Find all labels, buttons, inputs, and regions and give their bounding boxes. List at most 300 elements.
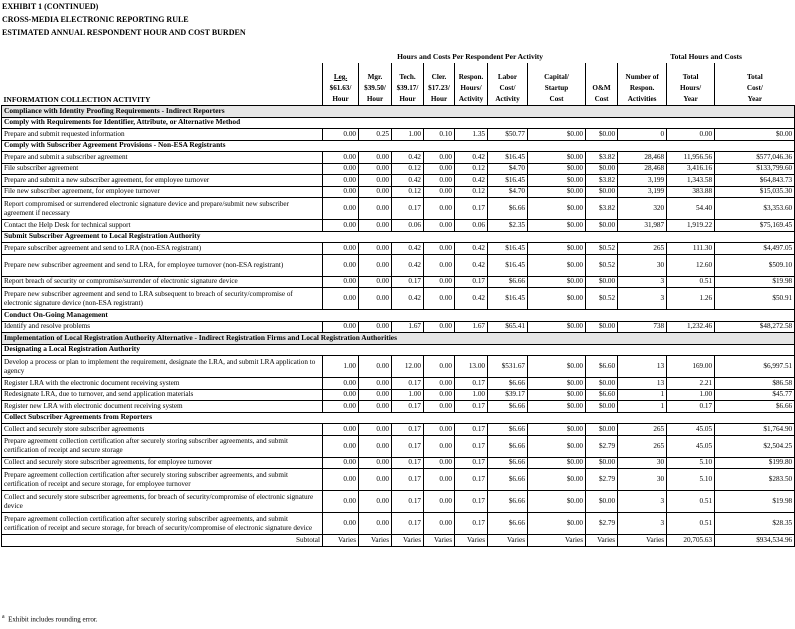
footnote-marker: a — [2, 614, 5, 620]
value-cell: $0.00 — [586, 457, 618, 469]
value-cell: $2,504.25 — [715, 435, 795, 457]
value-cell: 0.42 — [392, 152, 424, 164]
value-cell: $0.00 — [528, 220, 586, 232]
activity-cell: Prepare and submit a new subscriber agreement, for employee turnover — [2, 175, 323, 187]
value-cell: 0.00 — [424, 243, 455, 255]
value-cell: 0.00 — [359, 491, 392, 513]
activity-cell: Prepare agreement collection certification after securely storing subscriber agreements, and submit certification of receipt and secure storage, for breach of security/compromise of electronic signature device — [2, 513, 323, 535]
value-cell: 0.00 — [359, 254, 392, 276]
value-cell: 0.51 — [667, 513, 715, 535]
value-cell: 0.00 — [424, 198, 455, 220]
activity-cell: Collect and securely store subscriber agreements, for breach of security/compromise of electronic signature device — [2, 491, 323, 513]
burden-table — [1, 51, 795, 547]
subsection-title: Collect Subscriber Agreements from Reporters — [2, 412, 795, 424]
value-cell: 0.00 — [359, 186, 392, 198]
value-cell: 0.00 — [424, 152, 455, 164]
value-cell: $16.45 — [488, 175, 528, 187]
value-cell: 0 — [618, 129, 667, 141]
col-activity: INFORMATION COLLECTION ACTIVITY — [3, 95, 151, 104]
value-cell: $0.00 — [528, 198, 586, 220]
value-cell: 0.12 — [455, 163, 488, 175]
value-cell: 265 — [618, 435, 667, 457]
activity-cell: Register new LRA with electronic document receiving system — [2, 401, 323, 413]
value-cell: 1 — [618, 389, 667, 401]
value-cell: 0.42 — [392, 288, 424, 310]
value-cell: 0.00 — [359, 513, 392, 535]
table-row — [2, 435, 795, 457]
value-cell: 31,987 — [618, 220, 667, 232]
value-cell: $199.80 — [715, 457, 795, 469]
value-cell: $16.45 — [488, 243, 528, 255]
subsection-title: Comply with Subscriber Agreement Provisions - Non-ESA Registrants — [2, 140, 795, 152]
value-cell: 0.17 — [455, 457, 488, 469]
value-cell: 0.17 — [455, 401, 488, 413]
value-cell: 0.00 — [323, 220, 359, 232]
value-cell: $3.82 — [586, 198, 618, 220]
value-cell: $0.00 — [586, 321, 618, 333]
value-cell: 1.00 — [392, 129, 424, 141]
value-cell: 1.00 — [455, 389, 488, 401]
subtotal-cell: 20,705.63 — [667, 535, 715, 547]
value-cell: $0.52 — [586, 288, 618, 310]
value-cell: 0.00 — [323, 175, 359, 187]
value-cell: $6.66 — [488, 469, 528, 491]
table-row — [2, 321, 795, 333]
footnote — [2, 614, 98, 623]
value-cell: 0.42 — [455, 152, 488, 164]
value-cell: $6.66 — [715, 401, 795, 413]
value-cell: 0.42 — [455, 175, 488, 187]
value-cell: $0.00 — [586, 220, 618, 232]
value-cell: $4.70 — [488, 186, 528, 198]
activity-cell: Identify and resolve problems — [2, 321, 323, 333]
value-cell: 0.00 — [424, 254, 455, 276]
activity-cell: File subscriber agreement — [2, 163, 323, 175]
value-cell: 0.00 — [424, 378, 455, 390]
value-cell: $65.41 — [488, 321, 528, 333]
value-cell: $0.00 — [528, 389, 586, 401]
subtotal-cell: Varies — [392, 535, 424, 547]
table-row — [2, 198, 795, 220]
value-cell: 0.00 — [359, 220, 392, 232]
value-cell: 30 — [618, 469, 667, 491]
value-cell: 12.60 — [667, 254, 715, 276]
value-cell: 0.00 — [667, 129, 715, 141]
value-cell: 0.17 — [455, 435, 488, 457]
activity-cell: Register LRA with the electronic document receiving system — [2, 378, 323, 390]
value-cell: 0.25 — [359, 129, 392, 141]
footnote-text: Exhibit includes rounding error. — [8, 615, 98, 624]
value-cell: $0.00 — [586, 378, 618, 390]
col-responses: Number of Respon. Activities — [618, 63, 667, 106]
activity-cell: Prepare and submit a subscriber agreement — [2, 152, 323, 164]
table-row — [2, 186, 795, 198]
value-cell: 0.17 — [392, 491, 424, 513]
value-cell: $0.00 — [528, 276, 586, 288]
column-header-row — [2, 63, 795, 106]
table-row — [2, 378, 795, 390]
subsection-title: Submit Subscriber Agreement to Local Registration Authority — [2, 231, 795, 243]
activity-cell: Redesignate LRA, due to turnover, and send application materials — [2, 389, 323, 401]
value-cell: 1 — [618, 401, 667, 413]
rule-title: CROSS-MEDIA ELECTRONIC REPORTING RULE — [2, 15, 189, 24]
subtotal-cell: Varies — [323, 535, 359, 547]
value-cell: 0.00 — [359, 198, 392, 220]
value-cell: 0.17 — [392, 457, 424, 469]
value-cell: 13 — [618, 356, 667, 378]
subsection-title: Designating a Local Registration Authority — [2, 344, 795, 356]
value-cell: 0.17 — [392, 469, 424, 491]
subsection-header — [2, 310, 795, 322]
value-cell: $6.66 — [488, 457, 528, 469]
value-cell: 320 — [618, 198, 667, 220]
subtotal-cell: Varies — [424, 535, 455, 547]
value-cell: 0.00 — [424, 457, 455, 469]
table-row — [2, 457, 795, 469]
value-cell: 3 — [618, 491, 667, 513]
value-cell: $45.77 — [715, 389, 795, 401]
value-cell: 0.00 — [323, 198, 359, 220]
value-cell: 0.17 — [455, 198, 488, 220]
value-cell: 0.00 — [359, 435, 392, 457]
value-cell: 30 — [618, 457, 667, 469]
value-cell: 0.00 — [424, 163, 455, 175]
value-cell: 0.42 — [392, 175, 424, 187]
value-cell: $6.66 — [488, 198, 528, 220]
value-cell: 0.17 — [455, 513, 488, 535]
col-om: O&M Cost — [586, 63, 618, 106]
value-cell: 0.12 — [455, 186, 488, 198]
subtotal-cell: Varies — [455, 535, 488, 547]
value-cell: 0.17 — [392, 401, 424, 413]
value-cell: 45.05 — [667, 435, 715, 457]
value-cell: $15,035.30 — [715, 186, 795, 198]
subsection-header — [2, 231, 795, 243]
value-cell: 0.00 — [424, 186, 455, 198]
value-cell: 0.42 — [392, 254, 424, 276]
activity-cell: Collect and securely store subscriber agreements — [2, 424, 323, 436]
value-cell: $6.60 — [586, 356, 618, 378]
value-cell: $0.00 — [528, 129, 586, 141]
value-cell: $4.70 — [488, 163, 528, 175]
col-cler: Cler. $17.23/ Hour — [424, 63, 455, 106]
value-cell: $6.66 — [488, 513, 528, 535]
value-cell: $19.98 — [715, 491, 795, 513]
value-cell: $0.00 — [528, 254, 586, 276]
value-cell: 0.42 — [392, 243, 424, 255]
value-cell: 0.00 — [359, 356, 392, 378]
value-cell: 1.00 — [392, 389, 424, 401]
value-cell: $577,046.36 — [715, 152, 795, 164]
value-cell: 5.10 — [667, 457, 715, 469]
value-cell: 0.00 — [323, 254, 359, 276]
subtotal-cell: Varies — [488, 535, 528, 547]
value-cell: $0.00 — [528, 491, 586, 513]
activity-cell: Prepare new subscriber agreement and send to LRA subsequent to breach of security/compromise of electronic signature device (non-ESA registrant) — [2, 288, 323, 310]
subtotal-row — [2, 535, 795, 547]
value-cell: $3,353.60 — [715, 198, 795, 220]
value-cell: $64,843.73 — [715, 175, 795, 187]
value-cell: 0.00 — [323, 288, 359, 310]
value-cell: $50.77 — [488, 129, 528, 141]
value-cell: 0.00 — [359, 288, 392, 310]
value-cell: 11,956.56 — [667, 152, 715, 164]
value-cell: 383.88 — [667, 186, 715, 198]
value-cell: 3 — [618, 513, 667, 535]
subtotal-label: Subtotal — [2, 535, 323, 547]
value-cell: $0.00 — [528, 513, 586, 535]
value-cell: $2.79 — [586, 435, 618, 457]
value-cell: 0.00 — [323, 469, 359, 491]
value-cell: $6.66 — [488, 378, 528, 390]
subsection-header — [2, 117, 795, 129]
value-cell: 0.12 — [392, 186, 424, 198]
col-labor: Labor Cost/ Activity — [488, 63, 528, 106]
subtotal-cell: Varies — [618, 535, 667, 547]
value-cell: 30 — [618, 254, 667, 276]
value-cell: $0.00 — [528, 321, 586, 333]
table-row — [2, 276, 795, 288]
value-cell: 0.17 — [455, 469, 488, 491]
value-cell: 0.00 — [359, 469, 392, 491]
table-row — [2, 163, 795, 175]
value-cell: 1.00 — [323, 356, 359, 378]
value-cell: 0.00 — [359, 401, 392, 413]
value-cell: 1.00 — [667, 389, 715, 401]
col-hours: Respon. Hours/ Activity — [455, 63, 488, 106]
activity-cell: Collect and securely store subscriber agreements, for employee turnover — [2, 457, 323, 469]
value-cell: $0.00 — [528, 186, 586, 198]
section-header — [2, 106, 795, 118]
value-cell: 0.00 — [359, 175, 392, 187]
value-cell: 0.51 — [667, 491, 715, 513]
subsection-title: Comply with Requirements for Identifier, Attribute, or Alternative Method — [2, 117, 795, 129]
value-cell: $0.00 — [586, 424, 618, 436]
value-cell: $16.45 — [488, 254, 528, 276]
activity-cell: Prepare agreement collection certification after securely storing subscriber agreements, and submit certification of receipt and secure storage, for employee turnover — [2, 469, 323, 491]
value-cell: $133,799.60 — [715, 163, 795, 175]
value-cell: 0.17 — [455, 276, 488, 288]
value-cell: 3 — [618, 288, 667, 310]
value-cell: 45.05 — [667, 424, 715, 436]
value-cell: $6.66 — [488, 401, 528, 413]
col-tech: Tech. $39.17/ Hour — [392, 63, 424, 106]
value-cell: $75,169.45 — [715, 220, 795, 232]
subsection-title: Conduct On-Going Management — [2, 310, 795, 322]
value-cell: 0.00 — [424, 389, 455, 401]
value-cell: 0.00 — [424, 469, 455, 491]
value-cell: $0.00 — [528, 356, 586, 378]
value-cell: $6.66 — [488, 276, 528, 288]
value-cell: 3 — [618, 276, 667, 288]
value-cell: 0.00 — [323, 321, 359, 333]
value-cell: 28,468 — [618, 152, 667, 164]
value-cell: $2.35 — [488, 220, 528, 232]
col-capital: Capital/ Startup Cost — [528, 63, 586, 106]
value-cell: $0.00 — [586, 186, 618, 198]
value-cell: $0.52 — [586, 254, 618, 276]
subtotal-cell: Varies — [359, 535, 392, 547]
activity-cell: Prepare agreement collection certification after securely storing subscriber agreements, and submit certification of receipt and secure storage — [2, 435, 323, 457]
value-cell: $0.00 — [528, 469, 586, 491]
value-cell: 0.00 — [323, 457, 359, 469]
group-header-row — [2, 51, 795, 63]
value-cell: 0.00 — [424, 288, 455, 310]
exhibit-title: EXHIBIT 1 (CONTINUED) — [2, 2, 99, 11]
value-cell: 0.00 — [359, 243, 392, 255]
value-cell: $0.00 — [586, 129, 618, 141]
activity-cell: Report compromised or surrendered electronic signature device and prepare/submit new subscriber agreement if necessary — [2, 198, 323, 220]
value-cell: 0.00 — [424, 424, 455, 436]
value-cell: $0.00 — [528, 163, 586, 175]
value-cell: 3,416.16 — [667, 163, 715, 175]
group-per-respondent: Hours and Costs Per Respondent Per Activity — [397, 51, 544, 61]
table-row — [2, 356, 795, 378]
value-cell: 0.17 — [392, 378, 424, 390]
value-cell: 0.06 — [455, 220, 488, 232]
value-cell: $0.00 — [528, 175, 586, 187]
value-cell: 0.42 — [455, 243, 488, 255]
value-cell: 0.00 — [323, 491, 359, 513]
value-cell: 0.00 — [359, 321, 392, 333]
value-cell: $19.98 — [715, 276, 795, 288]
value-cell: $6.60 — [586, 389, 618, 401]
table-row — [2, 389, 795, 401]
value-cell: $86.58 — [715, 378, 795, 390]
subtotal-cell: Varies — [586, 535, 618, 547]
value-cell: 1,343.58 — [667, 175, 715, 187]
table-row — [2, 254, 795, 276]
col-leg: Leg. $61.63/ Hour — [323, 63, 359, 106]
col-total-cost: Total Cost/ Year — [715, 63, 795, 106]
value-cell: $16.45 — [488, 152, 528, 164]
section-header — [2, 333, 795, 345]
section-title: Compliance with Identity Proofing Requirements - Indirect Reporters — [2, 106, 795, 118]
value-cell: $6,997.51 — [715, 356, 795, 378]
activity-cell: Develop a process or plan to implement the requirement, designate the LRA, and submit LRA application to agency — [2, 356, 323, 378]
table-row — [2, 288, 795, 310]
value-cell: $39.17 — [488, 389, 528, 401]
value-cell: 0.10 — [424, 129, 455, 141]
activity-cell: Report breach of security or compromise/surrender of electronic signature device — [2, 276, 323, 288]
table-row — [2, 129, 795, 141]
table-row — [2, 424, 795, 436]
subsection-header — [2, 140, 795, 152]
value-cell: 0.00 — [424, 321, 455, 333]
value-cell: 0.00 — [424, 220, 455, 232]
value-cell: $0.00 — [528, 424, 586, 436]
value-cell: 0.00 — [359, 276, 392, 288]
value-cell: 5.10 — [667, 469, 715, 491]
value-cell: 3,199 — [618, 186, 667, 198]
col-total-hours: Total Hours/ Year — [667, 63, 715, 106]
table-row — [2, 175, 795, 187]
subsection-header — [2, 412, 795, 424]
value-cell: $0.00 — [528, 435, 586, 457]
value-cell: $0.00 — [528, 288, 586, 310]
value-cell: 1,232.46 — [667, 321, 715, 333]
value-cell: 0.00 — [359, 424, 392, 436]
value-cell: $3.82 — [586, 152, 618, 164]
value-cell: $0.00 — [586, 491, 618, 513]
value-cell: $0.00 — [528, 152, 586, 164]
value-cell: 2.21 — [667, 378, 715, 390]
value-cell: 0.00 — [323, 435, 359, 457]
value-cell: $16.45 — [488, 288, 528, 310]
value-cell: 0.42 — [455, 254, 488, 276]
value-cell: 265 — [618, 243, 667, 255]
value-cell: 0.17 — [392, 435, 424, 457]
section-title: Implementation of Local Registration Authority Alternative - Indirect Registration Firms and Local Registration Authorities — [2, 333, 795, 345]
value-cell: 0.00 — [323, 513, 359, 535]
value-cell: 0.17 — [392, 276, 424, 288]
value-cell: $6.66 — [488, 424, 528, 436]
value-cell: 0.00 — [323, 186, 359, 198]
value-cell: 1.26 — [667, 288, 715, 310]
subsection-header — [2, 344, 795, 356]
value-cell: $2.79 — [586, 469, 618, 491]
col-mgr: Mgr. $39.50/ Hour — [359, 63, 392, 106]
value-cell: $0.52 — [586, 243, 618, 255]
value-cell: 0.00 — [424, 491, 455, 513]
value-cell: 0.00 — [359, 389, 392, 401]
activity-cell: Prepare and submit requested information — [2, 129, 323, 141]
table-row — [2, 401, 795, 413]
value-cell: 0.00 — [323, 424, 359, 436]
activity-cell: Contact the Help Desk for technical support — [2, 220, 323, 232]
subtotal-cell: $934,534.96 — [715, 535, 795, 547]
activity-cell: File new subscriber agreement, for employee turnover — [2, 186, 323, 198]
value-cell: 0.42 — [455, 288, 488, 310]
value-cell: $1,764.90 — [715, 424, 795, 436]
value-cell: 1.67 — [392, 321, 424, 333]
value-cell: $6.66 — [488, 435, 528, 457]
value-cell: $0.00 — [715, 129, 795, 141]
value-cell: $50.91 — [715, 288, 795, 310]
value-cell: 0.17 — [455, 378, 488, 390]
value-cell: 1.67 — [455, 321, 488, 333]
activity-cell: Prepare new subscriber agreement and send to LRA, for employee turnover (non-ESA registrant) — [2, 254, 323, 276]
value-cell: 3,199 — [618, 175, 667, 187]
value-cell: 0.12 — [392, 163, 424, 175]
value-cell: 0.51 — [667, 276, 715, 288]
value-cell: 0.00 — [359, 457, 392, 469]
table-row — [2, 152, 795, 164]
value-cell: 0.00 — [323, 243, 359, 255]
value-cell: 0.00 — [323, 163, 359, 175]
value-cell: 28,468 — [618, 163, 667, 175]
value-cell: 0.17 — [392, 424, 424, 436]
value-cell: $2.79 — [586, 513, 618, 535]
value-cell: 0.00 — [424, 435, 455, 457]
table-row — [2, 220, 795, 232]
group-total: Total Hours and Costs — [670, 51, 742, 61]
value-cell: $6.66 — [488, 491, 528, 513]
value-cell: 0.00 — [323, 401, 359, 413]
value-cell: 1,919.22 — [667, 220, 715, 232]
value-cell: $3.82 — [586, 175, 618, 187]
value-cell: $0.00 — [586, 276, 618, 288]
value-cell: 265 — [618, 424, 667, 436]
value-cell: 0.00 — [424, 175, 455, 187]
table-row — [2, 513, 795, 535]
value-cell: 13.00 — [455, 356, 488, 378]
value-cell: 0.00 — [359, 152, 392, 164]
value-cell: $4,497.05 — [715, 243, 795, 255]
value-cell: 0.06 — [392, 220, 424, 232]
value-cell: 0.00 — [424, 356, 455, 378]
value-cell: 0.17 — [392, 513, 424, 535]
